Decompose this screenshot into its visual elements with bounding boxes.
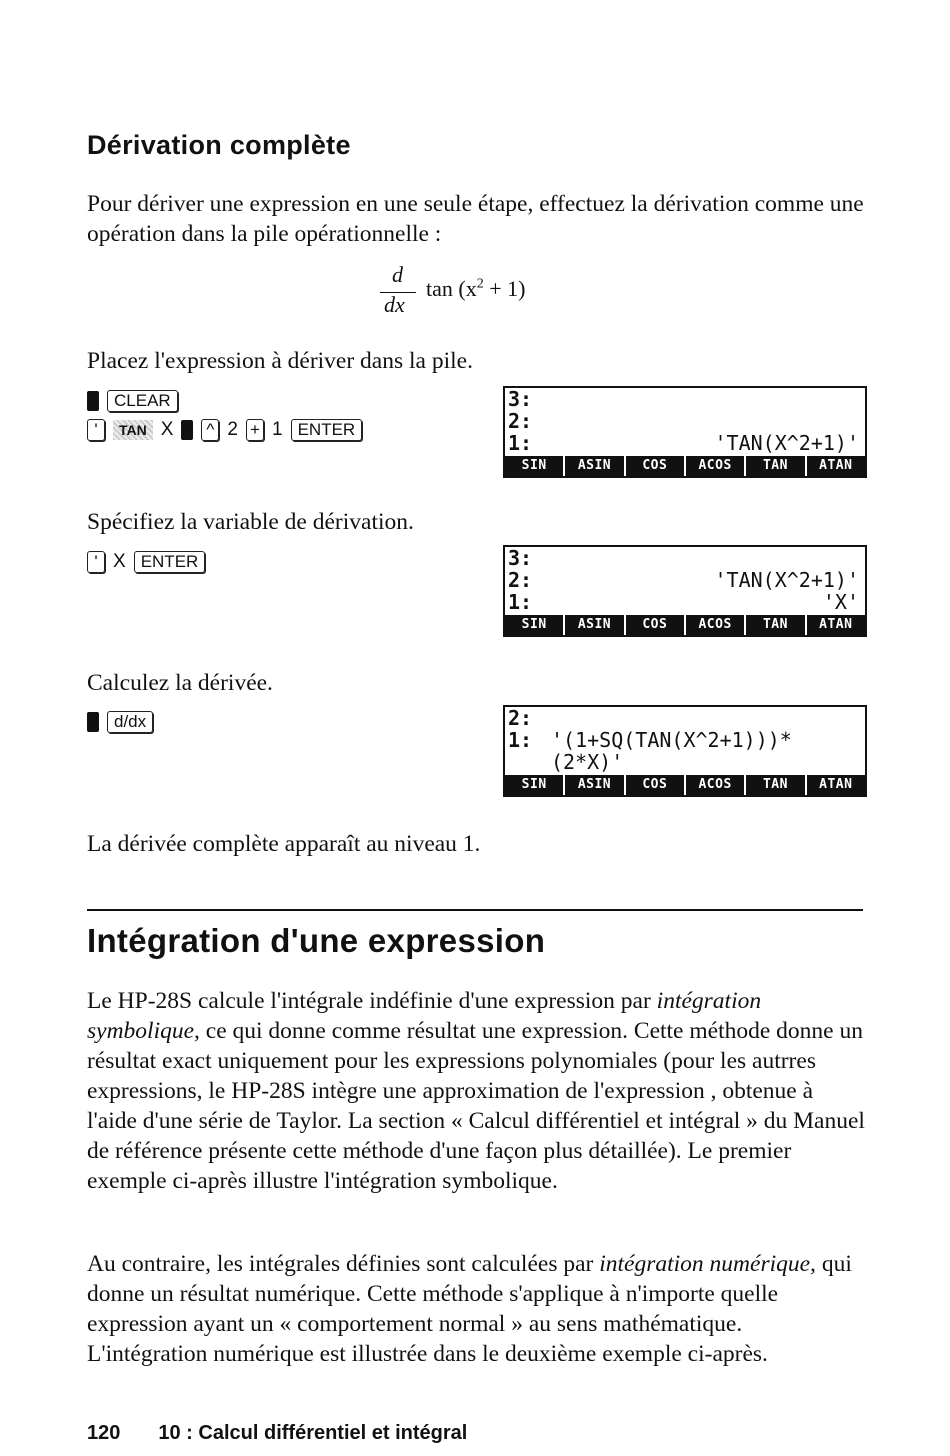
lcd-row: 1: 'TAN(X^2+1)'	[508, 431, 859, 455]
menu-label: SIN	[521, 617, 547, 632]
integration-paragraph-2: Au contraire, les intégrales définies sont calculées par intégration numérique, qui donne un résultat numérique. Cette méthode s'applique à n'importe quelle expression ayant un « comportement normal » au sens mathématique. L'intégration numérique est illustrée dans le deuxième exemple ci-après.	[87, 1251, 852, 1367]
menu-label: ATAN	[805, 615, 865, 635]
two-key: 2	[227, 419, 238, 440]
step3-text: Calculez la dérivée.	[87, 670, 273, 696]
lcd-row: 1: '(1+SQ(TAN(X^2+1)))*	[508, 728, 792, 752]
lcd-row: 2:	[508, 409, 533, 433]
menu-label: SIN	[521, 458, 547, 473]
menu-label: ATAN	[805, 775, 865, 795]
menu-label: TAN	[744, 775, 804, 795]
menu-label: COS	[624, 615, 684, 635]
section-divider	[87, 909, 863, 911]
lcd-row: 3:	[508, 387, 533, 411]
menu-label: ASIN	[563, 615, 623, 635]
result-text: La dérivée complète apparaît au niveau 1.	[87, 831, 481, 857]
caret-key: ^	[201, 419, 219, 441]
menu-label: ASIN	[563, 775, 623, 795]
formula-denominator: dx	[384, 292, 405, 317]
menu-label: ACOS	[684, 456, 744, 476]
one-key: 1	[272, 419, 283, 440]
shift-key-icon	[87, 712, 99, 732]
quote-key: '	[87, 551, 105, 573]
menu-label: TAN	[744, 456, 804, 476]
x-key: X	[113, 551, 126, 572]
lcd-row: 2: 'TAN(X^2+1)'	[508, 568, 859, 592]
plus-key: +	[246, 419, 264, 441]
lcd-row: 3:	[508, 546, 533, 570]
menu-label: ACOS	[684, 615, 744, 635]
lcd-screen-step2	[503, 545, 867, 637]
step2-text: Spécifiez la variable de dérivation.	[87, 509, 414, 535]
shift-key-icon	[87, 391, 99, 411]
page-footer	[87, 1422, 467, 1445]
menu-label: ACOS	[684, 775, 744, 795]
shift-key-icon	[181, 420, 193, 440]
enter-key: ENTER	[134, 551, 206, 573]
lcd-menu-bar	[505, 775, 865, 795]
chapter-title: 10 : Calcul différentiel et intégral	[158, 1422, 468, 1444]
lcd-screen-step3	[503, 705, 867, 797]
lcd-menu-bar	[505, 615, 865, 635]
menu-label: COS	[624, 456, 684, 476]
intro-paragraph: Pour dériver une expression en une seule étape, effectuez la dérivation comme une opération dans la pile opérationnelle :	[87, 191, 864, 247]
menu-label: ATAN	[805, 456, 865, 476]
menu-label: COS	[624, 775, 684, 795]
lcd-screen-step1	[503, 386, 867, 478]
quote-key: '	[87, 419, 105, 441]
lcd-row: (2*X)'	[551, 750, 624, 774]
lcd-menu-bar	[505, 456, 865, 476]
page-number: 120	[87, 1422, 121, 1444]
step1-keys-line1	[87, 390, 178, 412]
formula-body: $\tan (x^2 + 1)$	[426, 276, 526, 301]
step1-keys-line2	[87, 419, 362, 441]
enter-key: ENTER	[291, 419, 363, 441]
lcd-row: 2:	[508, 706, 533, 730]
menu-label: SIN	[521, 777, 547, 792]
integration-paragraph-1: Le HP-28S calcule l'intégrale indéfinie d'une expression par intégration symbolique, ce qui donne comme résultat une expression. Cette méthode donne un résultat exact uniquement pour les expressions polynomiales (pour les autrres expressions, le HP-28S intègre une approximation de l'expression , obtenue à l'aide d'une série de Taylor. La section « Calcul différentiel et intégral » du Manuel de référence présente cette méthode d'une façon plus détaillée). Le premier exemple ci-après illustre l'intégration symbolique.	[87, 988, 865, 1194]
tan-menu-key: TAN	[113, 420, 153, 440]
lcd-row: 1: 'X'	[508, 590, 859, 614]
clear-key: CLEAR	[107, 390, 178, 412]
menu-label: TAN	[744, 615, 804, 635]
derivative-key: d/dx	[107, 711, 153, 733]
step2-keys	[87, 551, 205, 573]
formula-numerator: d	[392, 262, 403, 287]
section-heading-integration: Intégration d'une expression	[87, 922, 546, 959]
x-key: X	[160, 419, 174, 440]
step3-keys	[87, 711, 153, 733]
step1-text: Placez l'expression à dériver dans la pile.	[87, 348, 473, 374]
section-heading-derivation: Dérivation complète	[87, 130, 351, 160]
menu-label: ASIN	[563, 456, 623, 476]
